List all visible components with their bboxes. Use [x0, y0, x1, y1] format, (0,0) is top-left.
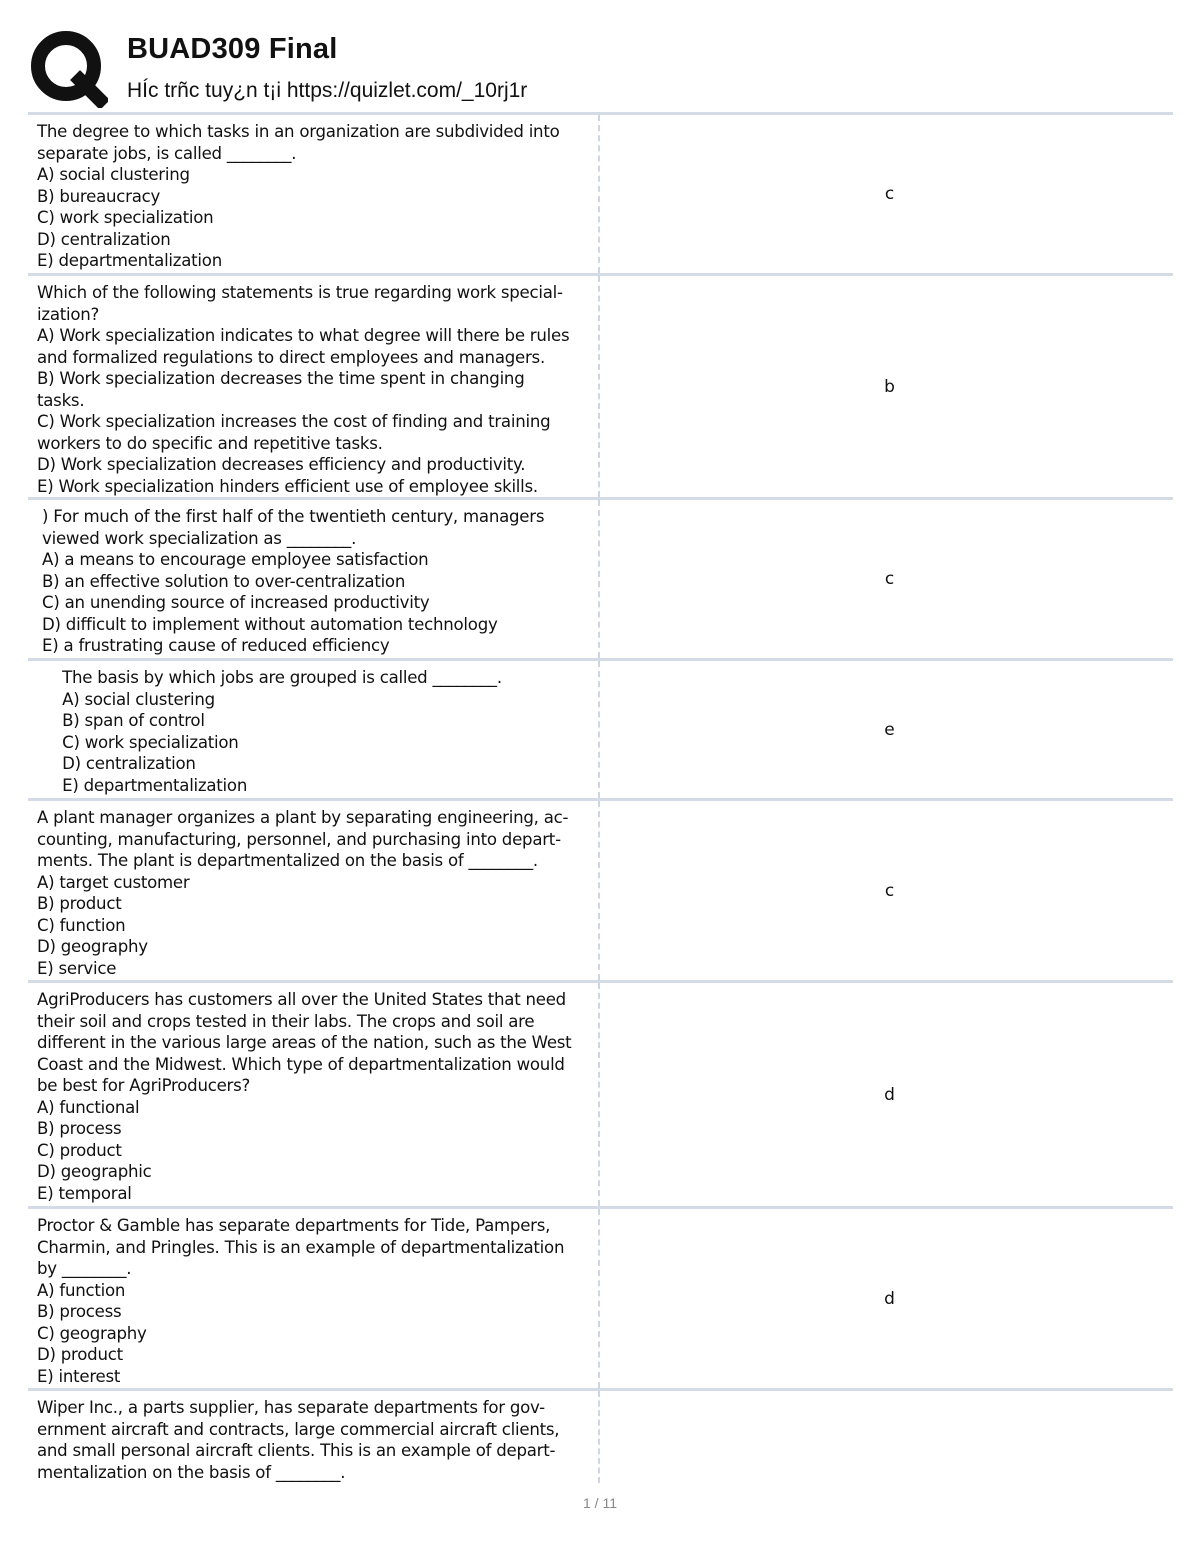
- flashcard-question: Proctor & Gamble has separate departments for Tide, Pampers, Charmin, and Pringles. This is an example of departmentalization by ________. A) function B) process C) geography D) product E) interest: [28, 1209, 600, 1388]
- flashcard-answer-text: e: [884, 719, 895, 740]
- flashcard-list: [28, 112, 1173, 1483]
- flashcard-question: ) For much of the first half of the twentieth century, managers viewed work specialization as ________. A) a means to encourage employee satisfaction B) an effective solution to over-centralization C) an unending source of increased productivity D) difficult to implement without automation technology E) a frustrating cause of reduced efficiency: [28, 500, 600, 658]
- flashcard-answer-text: d: [884, 1084, 895, 1105]
- flashcard-answer: [602, 1391, 1173, 1483]
- flashcard-answer-text: b: [884, 376, 895, 397]
- flashcard-answer: [602, 276, 1173, 497]
- flashcard: [28, 1388, 1173, 1483]
- flashcard-question: Which of the following statements is true regarding work special- ization? A) Work specialization indicates to what degree will there be rules and formalized regulations to direct employees and managers. B) Work specialization decreases the time spent in changing tasks. C) Work specialization increases the cost of finding and training workers to do specific and repetitive tasks. D) Work specialization decreases efficiency and productivity. E) Work specialization hinders efficient use of employee skills.: [28, 276, 600, 497]
- flashcard-question: A plant manager organizes a plant by separating engineering, ac- counting, manufacturing, personnel, and purchasing into depart- ments. The plant is departmentalized on the basis of ________. A) target customer B) product C) function D) geography E) service: [28, 801, 600, 980]
- flashcard-question: The basis by which jobs are grouped is called ________. A) social clustering B) span of control C) work specialization D) centralization E) departmentalization: [28, 661, 600, 798]
- flashcard-answer: [602, 500, 1173, 658]
- flashcard: [28, 1206, 1173, 1388]
- flashcard: [28, 112, 1173, 273]
- flashcard-answer-text: c: [884, 569, 895, 589]
- flashcard: [28, 273, 1173, 497]
- page-subtitle: HÍc trñc tuy¿n t¡i https://quizlet.com/_10rj1r: [127, 79, 528, 102]
- flashcard-question: AgriProducers has customers all over the United States that need their soil and crops tested in their labs. The crops and soil are different in the various large areas of the nation, such as the West Coast and the Midwest. Which type of departmentalization would be best for AgriProducers? A) functional B) process C) product D) geographic E) temporal: [28, 983, 600, 1206]
- flashcard-answer: [602, 983, 1173, 1206]
- flashcard-question: The degree to which tasks in an organization are subdivided into separate jobs, is called ________. A) social clustering B) bureaucracy C) work specialization D) centralization E) departmentalization: [28, 115, 600, 273]
- page-title: BUAD309 Final: [127, 33, 338, 65]
- quizlet-logo-icon: [28, 28, 108, 108]
- flashcard-answer-text: c: [884, 184, 895, 204]
- flashcard: [28, 497, 1173, 658]
- flashcard-answer-text: d: [884, 1288, 895, 1309]
- flashcard-answer-text: c: [884, 880, 895, 901]
- flashcard-answer: [602, 115, 1173, 273]
- flashcard: [28, 798, 1173, 980]
- flashcard-answer: [602, 801, 1173, 980]
- page-number: 1 / 11: [583, 1495, 617, 1511]
- flashcard: [28, 980, 1173, 1206]
- flashcard-answer: [602, 661, 1173, 798]
- flashcard-answer: [602, 1209, 1173, 1388]
- flashcard-question: Wiper Inc., a parts supplier, has separate departments for gov- ernment aircraft and contracts, large commercial aircraft clients, and small personal aircraft clients. This is an example of depart- mentalization on the basis of ________.: [28, 1391, 600, 1483]
- flashcard: [28, 658, 1173, 798]
